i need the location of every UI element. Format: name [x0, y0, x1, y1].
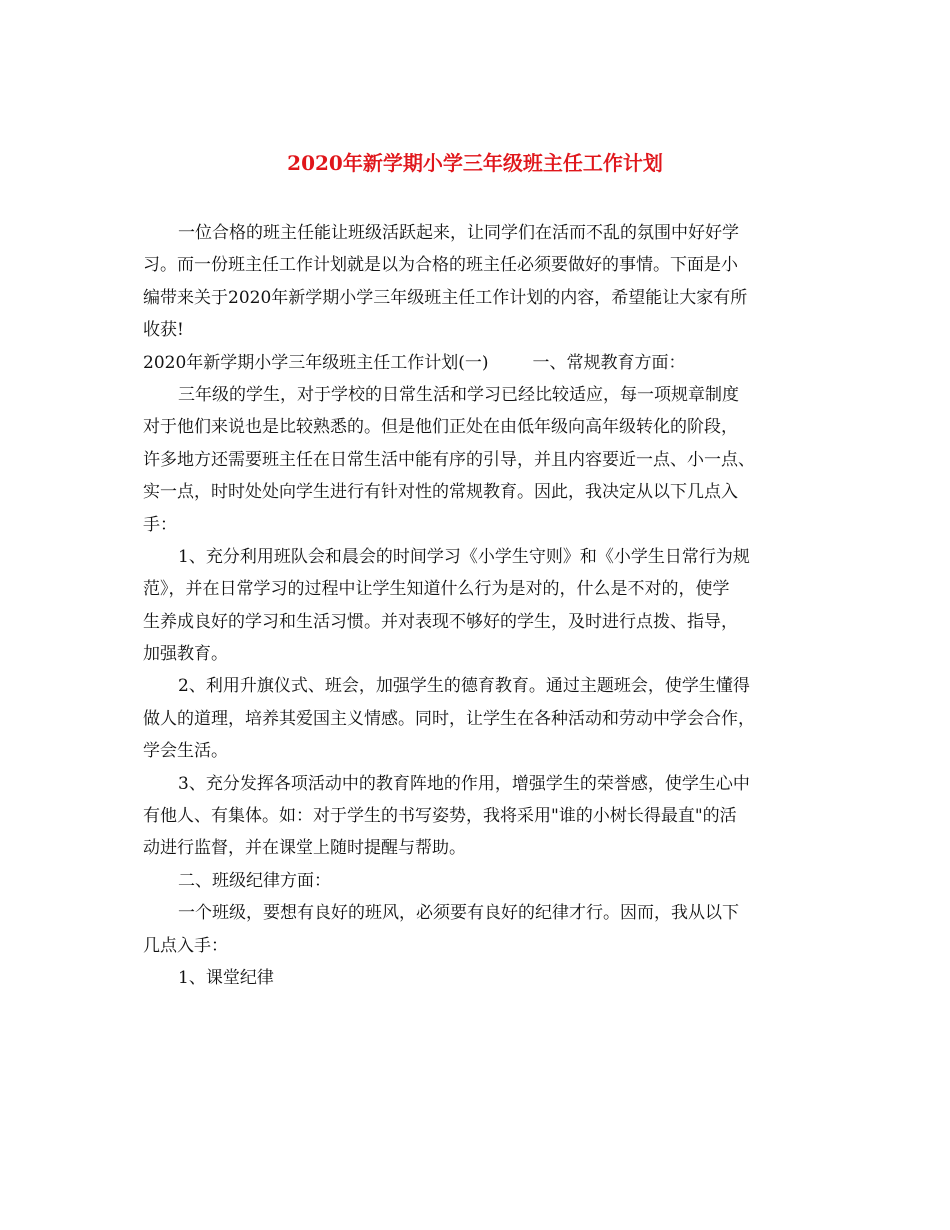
paragraph-line: 收获!: [143, 320, 184, 341]
paragraph-line: 三年级的学生，对于学校的日常生活和学习已经比较适应，每一项规章制度: [178, 384, 739, 405]
paragraph-line: 动进行监督，并在课堂上随时提醒与帮助。: [143, 838, 466, 859]
paragraph-line: 学会生活。: [143, 741, 228, 762]
paragraph-line: 习。而一份班主任工作计划就是以为合格的班主任必须要做好的事情。下面是小: [143, 255, 738, 276]
paragraph-line: 有他人、有集体。如：对于学生的书写姿势，我将采用"谁的小树长得最直"的活: [143, 806, 737, 827]
section-heading: 二、班级纪律方面：: [178, 870, 331, 891]
paragraph-line: 对于他们来说也是比较熟悉的。但是他们正处在由低年级向高年级转化的阶段，: [143, 417, 738, 438]
paragraph-line: 2、利用升旗仪式、班会，加强学生的德育教育。通过主题班会，使学生懂得: [178, 676, 750, 697]
paragraph-line: 许多地方还需要班主任在日常生活中能有序的引导，并且内容要近一点、小一点、: [143, 449, 755, 470]
paragraph-line: 做人的道理，培养其爱国主义情感。同时，让学生在各种活动和劳动中学会合作，: [143, 708, 755, 729]
section-heading: 一、常规教育方面：: [532, 352, 686, 373]
paragraph-line: 一位合格的班主任能让班级活跃起来，让同学们在活而不乱的氛围中好好学: [178, 223, 739, 243]
paragraph-line: 编带来关于2020年新学期小学三年级班主任工作计划的内容，希望能让大家有所: [143, 287, 748, 308]
paragraph-line: 一个班级，要想有良好的班风，必须要有良好的纪律才行。因而，我从以下: [178, 903, 739, 924]
paragraph-line: 几点入手：: [143, 935, 228, 956]
plan-part-heading: 2020年新学期小学三年级班主任工作计划(一): [143, 352, 489, 373]
document-title: 2020年新学期小学三年级班主任工作计划: [287, 151, 663, 176]
paragraph-line: 范》，并在日常学习的过程中让学生知道什么行为是对的，什么是不对的，使学: [143, 579, 730, 600]
paragraph-line: 手：: [143, 514, 177, 535]
paragraph-line: 1、充分利用班队会和晨会的时间学习《小学生守则》和《小学生日常行为规: [178, 546, 750, 567]
paragraph-line: 加强教育。: [143, 644, 228, 665]
paragraph-line: 3、充分发挥各项活动中的教育阵地的作用，增强学生的荣誉感，使学生心中: [178, 773, 750, 794]
paragraph-line: 实一点，时时处处向学生进行有针对性的常规教育。因此，我决定从以下几点入: [143, 482, 738, 503]
paragraph-line: 生养成良好的学习和生活习惯。并对表现不够好的学生，及时进行点拨、指导，: [143, 611, 738, 632]
document-body: [143, 217, 807, 994]
subheading: 1、课堂纪律: [178, 967, 274, 988]
section-heading-line: [143, 347, 807, 379]
